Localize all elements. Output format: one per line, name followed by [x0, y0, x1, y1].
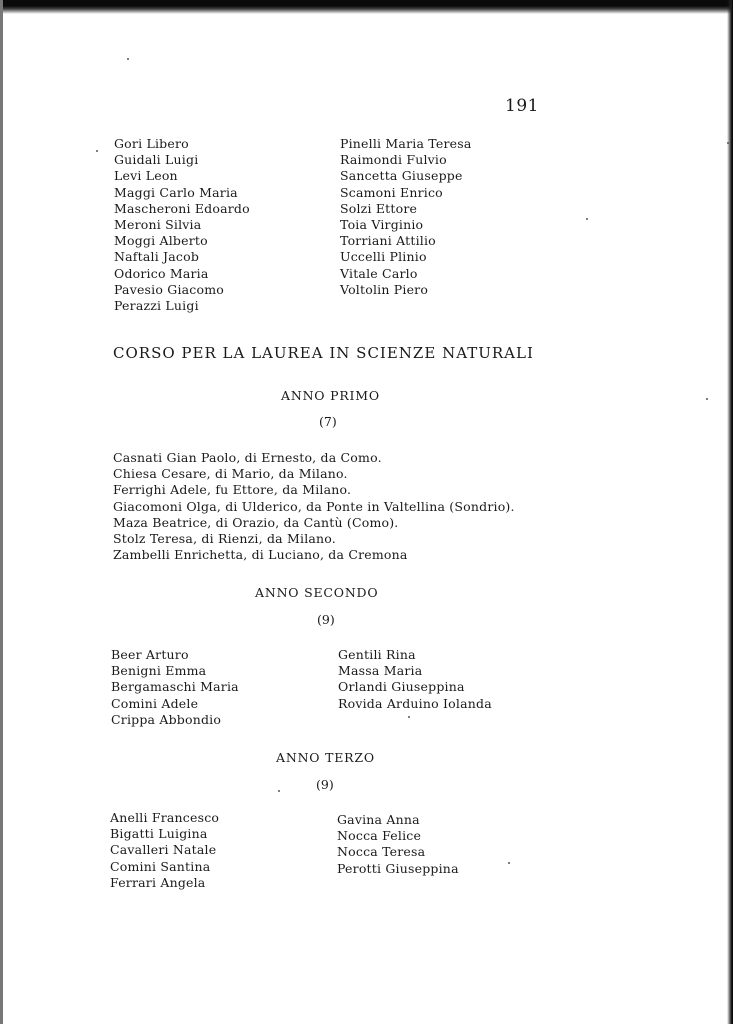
scan-speck [508, 862, 510, 864]
list-item: Levi Leon [114, 168, 178, 184]
list-item: Ferrighi Adele, fu Ettore, da Milano. [113, 482, 352, 498]
scan-speck [586, 218, 588, 220]
list-item: Gentili Rina [338, 647, 416, 662]
list-item: Mascheroni Edoardo [114, 200, 250, 216]
list-item: Toia Virginio [340, 217, 424, 233]
list-item: Meroni Silvia [114, 217, 202, 233]
list-item: Casnati Gian Paolo, di Ernesto, da Como. [113, 450, 382, 465]
list-item: Anelli Francesco [110, 810, 220, 825]
list-item: Naftali Jacob [114, 249, 200, 265]
list-item: Perazzi Luigi [114, 298, 199, 314]
list-item: Bigatti Luigina [110, 826, 208, 842]
list-item: Bergamaschi Maria [111, 679, 239, 695]
list-item: Sancetta Giuseppe [340, 168, 463, 184]
scan-speck [96, 150, 98, 152]
list-item: Gori Libero [114, 136, 189, 151]
anno-secondo-right-list [338, 647, 492, 712]
list-item: Chiesa Cesare, di Mario, da Milano. [113, 466, 348, 482]
list-item: Maza Beatrice, di Orazio, da Cantù (Como). [113, 514, 399, 530]
anno-terzo-right-list [337, 812, 459, 877]
list-item: Gavina Anna [337, 812, 420, 827]
list-item: Raimondi Fulvio [340, 152, 447, 168]
anno-secondo-heading: ANNO SECONDO [255, 585, 379, 600]
list-item: Uccelli Plinio [340, 249, 427, 265]
list-item: Pavesio Giacomo [114, 281, 225, 297]
anno-primo-list [113, 450, 515, 563]
list-item: Orlandi Giuseppina [338, 679, 465, 695]
list-item: Zambelli Enrichetta, di Luciano, da Cremona [113, 547, 408, 563]
list-item: Guidali Luigi [114, 152, 199, 168]
scan-speck [408, 716, 410, 718]
anno-terzo-heading: ANNO TERZO [276, 750, 375, 765]
anno-secondo-left-list [111, 647, 239, 728]
scan-top-edge [0, 0, 733, 14]
anno-primo-count: (7) [319, 414, 337, 429]
scan-speck [278, 790, 280, 792]
list-item: Voltolin Piero [340, 281, 429, 297]
list-item: Stolz Teresa, di Rienzi, da Milano. [113, 531, 336, 547]
list-item: Crippa Abbondio [111, 711, 222, 727]
list-item: Solzi Ettore [340, 200, 418, 216]
anno-secondo-count: (9) [317, 612, 335, 627]
list-item: Vitale Carlo [340, 265, 418, 281]
list-item: Comini Santina [110, 858, 211, 874]
list-item: Massa Maria [338, 663, 423, 679]
list-item: Maggi Carlo Maria [114, 184, 238, 200]
list-item: Odorico Maria [114, 265, 209, 281]
list-item: Beer Arturo [111, 647, 189, 662]
scan-speck [727, 142, 729, 144]
top-list-right [340, 136, 471, 298]
list-item: Giacomoni Olga, di Ulderico, da Ponte in Valtellina (Sondrio). [113, 498, 515, 514]
anno-terzo-count: (9) [316, 777, 334, 792]
anno-primo-heading: ANNO PRIMO [281, 388, 380, 403]
list-item: Pinelli Maria Teresa [340, 136, 472, 151]
scan-left-edge [0, 0, 3, 1024]
list-item: Nocca Teresa [337, 844, 426, 860]
list-item: Perotti Giuseppina [337, 860, 459, 876]
list-item: Moggi Alberto [114, 233, 208, 249]
anno-terzo-left-list [110, 810, 219, 891]
list-item: Ferrari Angela [110, 874, 206, 890]
list-item: Rovida Arduino Iolanda [338, 695, 492, 711]
scan-speck [127, 58, 129, 60]
section-title: CORSO PER LA LAUREA IN SCIENZE NATURALI [113, 344, 534, 362]
list-item: Torriani Attilio [340, 233, 436, 249]
scan-right-edge [727, 0, 733, 1024]
scan-speck [706, 398, 708, 400]
top-list-left [114, 136, 250, 314]
page-number: 191 [505, 96, 539, 116]
list-item: Nocca Felice [337, 828, 422, 844]
list-item: Cavalleri Natale [110, 842, 217, 858]
list-item: Benigni Emma [111, 663, 207, 679]
list-item: Comini Adele [111, 695, 199, 711]
list-item: Scamoni Enrico [340, 184, 443, 200]
